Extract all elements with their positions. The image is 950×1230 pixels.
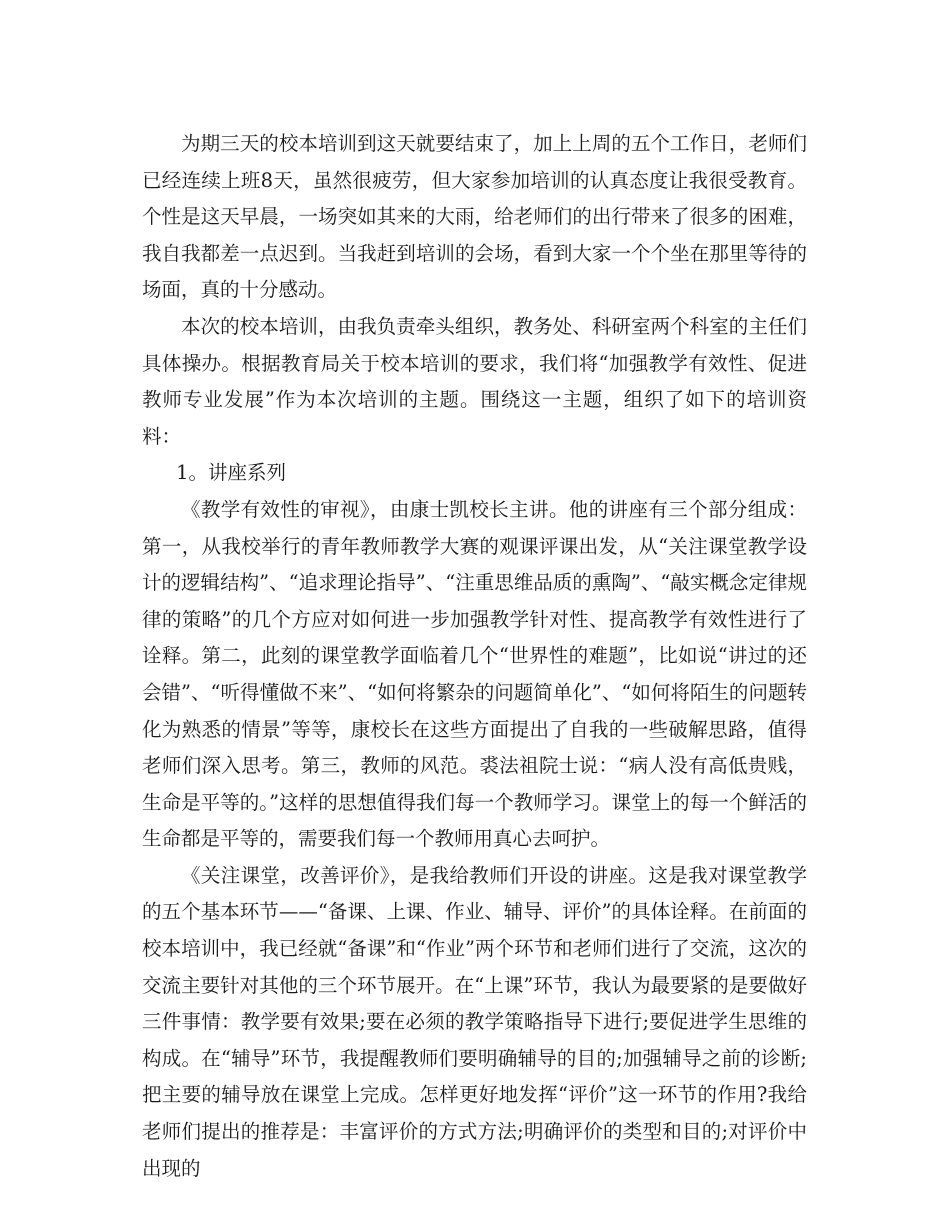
paragraph-lecture-2: 《关注课堂，改善评价》，是我给教师们开设的讲座。这是我对课堂教学的五个基本环节——“备课、上课、作业、辅导、评价”的具体诠释。在前面的校本培训中，我已经就“备课”和“作业”两个环节和老师们进行了交流，这次的交流主要针对其他的三个环节展开。在“上课”环节，我认为最要紧的是要做好三件事情：教学要有效果;要在必须的教学策略指导下进行;要促进学生思维的构成。在“辅导”环节，我提醒教师们要明确辅导的目的;加强辅导之前的诊断;把主要的辅导放在课堂上完成。怎样更好地发挥“评价”这一环节的作用?我给老师们提出的推荐是：丰富评价的方式方法;明确评价的类型和目的;对评价中出现的 (142, 863, 807, 1180)
paragraph-organization: 本次的校本培训，由我负责牵头组织，教务处、科研室两个科室的主任们具体操办。根据教育局关于校本培训的要求，我们将“加强教学有效性、促进教师专业发展”作为本次培训的主题。围绕这一主题，组织了如下的培训资料： (142, 314, 807, 448)
section-heading-lectures: 1。讲座系列 (176, 461, 287, 485)
document-body (142, 126, 807, 1187)
paragraph-lecture-1: 《教学有效性的审视》，由康士凯校长主讲。他的讲座有三个部分组成：第一，从我校举行的青年教师教学大赛的观课评课出发，从“关注课堂教学设计的逻辑结构”、“追求理论指导”、“注重思维品质的熏陶”、“敲实概念定律规律的策略”的几个方应对如何进一步加强教学针对性、提高教学有效性进行了诠释。第二，此刻的课堂教学面临着几个“世界性的难题”，比如说“讲过的还会错”、“听得懂做不来”、“如何将繁杂的问题简单化”、“如何将陌生的问题转化为熟悉的情景”等等，康校长在这些方面提出了自我的一些破解思路，值得老师们深入思考。第三，教师的风范。裘法祖院士说：“病人没有高低贵贱，生命是平等的。”这样的思想值得我们每一个教师学习。课堂上的每一个鲜活的生命都是平等的，需要我们每一个教师用真心去呵护。 (142, 497, 807, 851)
paragraph-intro: 为期三天的校本培训到这天就要结束了，加上上周的五个工作日，老师们已经连续上班8天，虽然很疲劳，但大家参加培训的认真态度让我很受教育。个性是这天早晨，一场突如其来的大雨，给老师们的出行带来了很多的困难，我自我都差一点迟到。当我赶到培训的会场，看到大家一个个坐在那里等待的场面，真的十分感动。 (142, 132, 807, 302)
